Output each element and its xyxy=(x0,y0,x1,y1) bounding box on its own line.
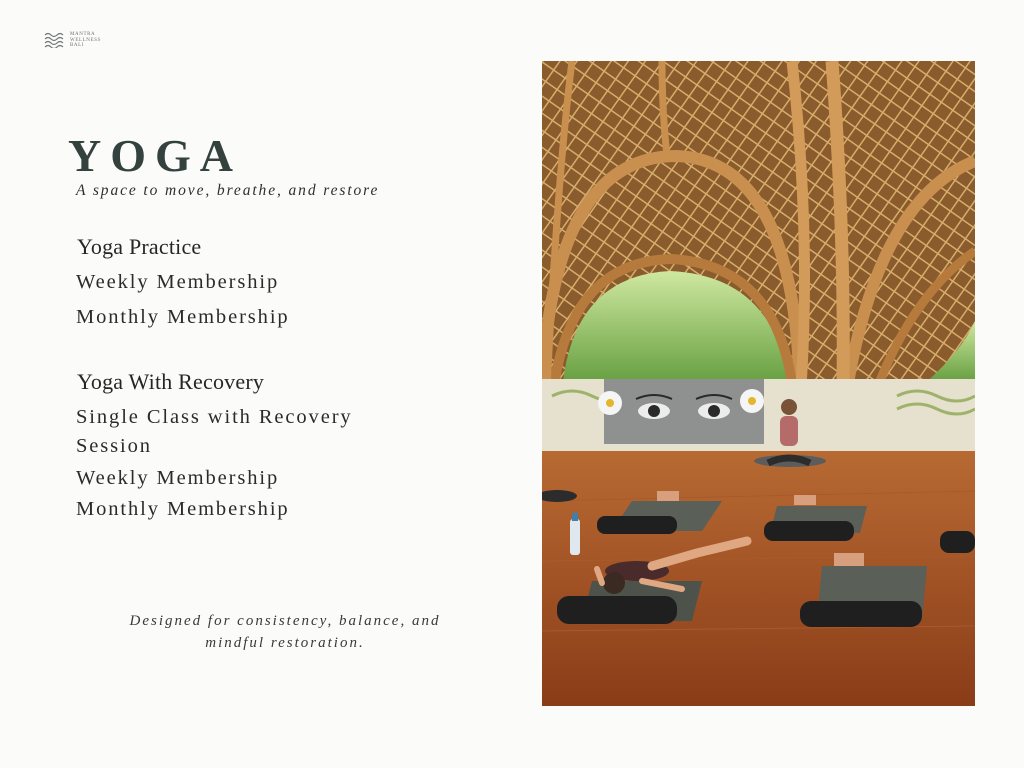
waves-logo-icon xyxy=(44,32,66,48)
yoga-studio-photo xyxy=(542,61,975,706)
list-item: Monthly Membership xyxy=(76,306,290,328)
page-subtitle: A space to move, breathe, and restore xyxy=(76,182,380,199)
section-heading-yoga-practice: Yoga Practice xyxy=(77,234,202,259)
list-item: Monthly Membership xyxy=(76,498,290,520)
brand-logo-text xyxy=(70,32,101,49)
list-item: Single Class with Recovery Session xyxy=(76,406,353,457)
logo-line: WELLNESS xyxy=(70,37,101,43)
logo-line: BALI xyxy=(70,43,85,48)
list-item: Weekly Membership xyxy=(76,467,280,489)
page-title: YOGA xyxy=(68,130,242,181)
list-item: Weekly Membership xyxy=(76,271,280,293)
yoga-studio-illustration xyxy=(542,61,975,706)
section-heading-yoga-with-recovery: Yoga With Recovery xyxy=(77,369,265,394)
brand-logo xyxy=(44,32,101,49)
logo-line: MANTRA xyxy=(70,32,96,37)
footer-note: Designed for consistency, balance, and mindful restoration. xyxy=(129,613,441,651)
